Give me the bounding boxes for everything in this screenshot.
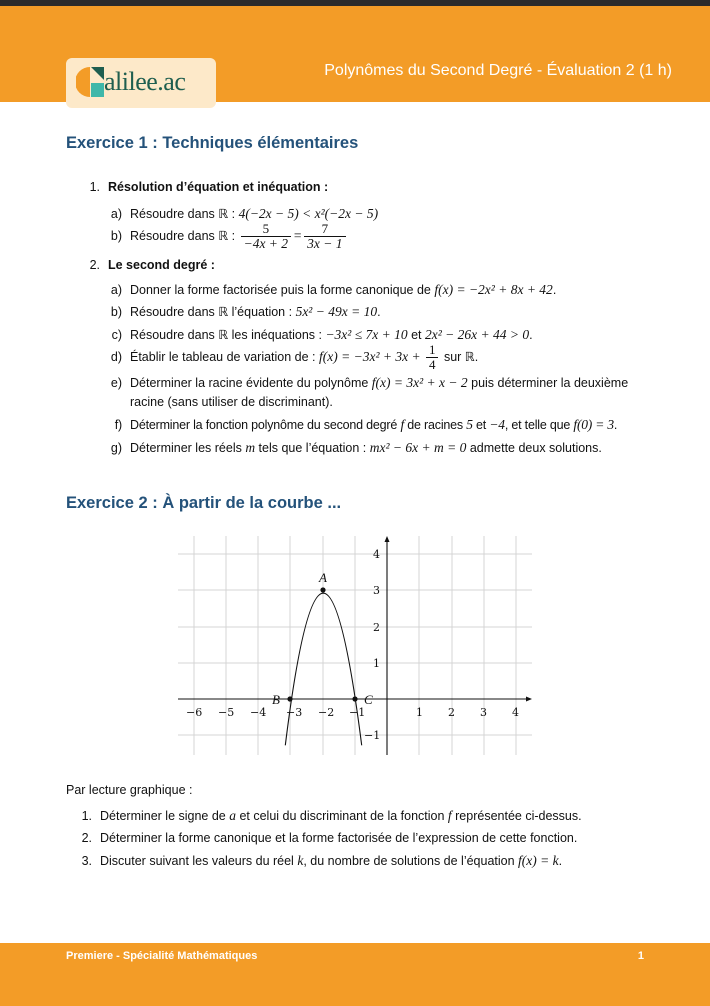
fraction: $\frac{5}{-4x + 2}$ — [241, 222, 291, 251]
svg-text:−3: −3 — [286, 706, 303, 719]
svg-text:−6: −6 — [186, 706, 203, 719]
logo — [66, 58, 216, 108]
svg-text:4: 4 — [512, 706, 519, 719]
item-2f: f) Déterminer la fonction polynôme du second degré f de racines 5 et −4, et telle que f(0) = 3. — [114, 417, 618, 432]
item-2g: g) Déterminer les réels m tels que l’équation : mx² − 6x + m = 0 admette deux solutions. — [110, 440, 602, 455]
point-b-label: B — [272, 692, 280, 707]
exercise-2-intro: Par lecture graphique : — [66, 783, 193, 797]
item-2a: a) Donner la forme factorisée puis la forme canonique de f(x) = −2x² + 8x + 42. — [110, 282, 557, 297]
svg-text:−5: −5 — [218, 706, 235, 719]
point-c-label: C — [364, 692, 373, 707]
fraction: $\frac{1}{4}$ — [426, 343, 439, 372]
question-1: 1. Déterminer le signe de a et celui du discriminant de la fonction f représentée ci-dessus. — [81, 808, 582, 823]
svg-text:−2: −2 — [318, 706, 335, 719]
axes — [178, 536, 532, 755]
fraction: $\frac{7}{3x - 1}$ — [304, 222, 345, 251]
question-3: 3. Discuter suivant les valeurs du réel k, du nombre de solutions de l’équation f(x) = k. — [81, 853, 563, 868]
point-a-label: A — [319, 570, 327, 585]
item-2e: e) Déterminer la racine évidente du polynôme f(x) = 3x² + x − 2 puis déterminer la deuxième — [110, 375, 629, 390]
item-2e-continued: racine (sans utiliser de discriminant). — [130, 395, 333, 409]
document-title: Polynômes du Second Degré - Évaluation 2 (1 h) — [324, 62, 672, 79]
svg-text:2: 2 — [448, 706, 455, 719]
parabola-curve — [285, 593, 361, 745]
x-tick-labels — [186, 706, 519, 719]
logo-g-icon — [76, 65, 106, 99]
item-1a: a) Résoudre dans ℝ : 4(−2x − 5) < x²(−2x − 5) — [110, 206, 379, 221]
exercise-1-title: Exercice 1 : Techniques élémentaires — [66, 134, 359, 152]
footer-banner — [0, 943, 710, 1006]
svg-text:3: 3 — [480, 706, 487, 719]
svg-text:−1: −1 — [349, 706, 366, 719]
item-2d: d) Établir le tableau de variation de : f(x) = −3x² + 3x + $\frac{1}{4}$ sur ℝ. — [110, 342, 479, 372]
points — [287, 587, 357, 701]
svg-text:4: 4 — [373, 548, 380, 561]
footer-course: Premiere - Spécialité Mathématiques — [66, 950, 258, 962]
svg-text:3: 3 — [373, 584, 380, 597]
grid — [178, 536, 532, 755]
item-2b: b) Résoudre dans ℝ l’équation : 5x² − 49x = 10. — [110, 304, 381, 319]
svg-text:1: 1 — [373, 657, 380, 670]
logo-text: alilee.ac — [104, 67, 186, 96]
item-2c: c) Résoudre dans ℝ les inéquations : −3x² ≤ 7x + 10 et 2x² − 26x + 44 > 0. — [111, 327, 533, 342]
svg-text:1: 1 — [416, 706, 423, 719]
y-tick-labels — [364, 548, 380, 742]
page-number: 1 — [637, 950, 644, 962]
question-2: 2. Déterminer la forme canonique et la forme factorisée de l’expression de cette fonction. — [81, 831, 578, 845]
item-1b: b) Résoudre dans ℝ : $\frac{5}{-4x + 2}$ = $\frac{7}{3x - 1}$ — [100, 222, 348, 251]
svg-text:−4: −4 — [250, 706, 267, 719]
svg-text:−1: −1 — [364, 729, 381, 742]
part-1-heading: 1. Résolution d’équation et inéquation : — [89, 180, 329, 194]
svg-text:2: 2 — [373, 621, 380, 634]
part-2-heading: 2. Le second degré : — [89, 258, 215, 272]
exercise-2-title: Exercice 2 : À partir de la courbe ... — [66, 494, 342, 512]
